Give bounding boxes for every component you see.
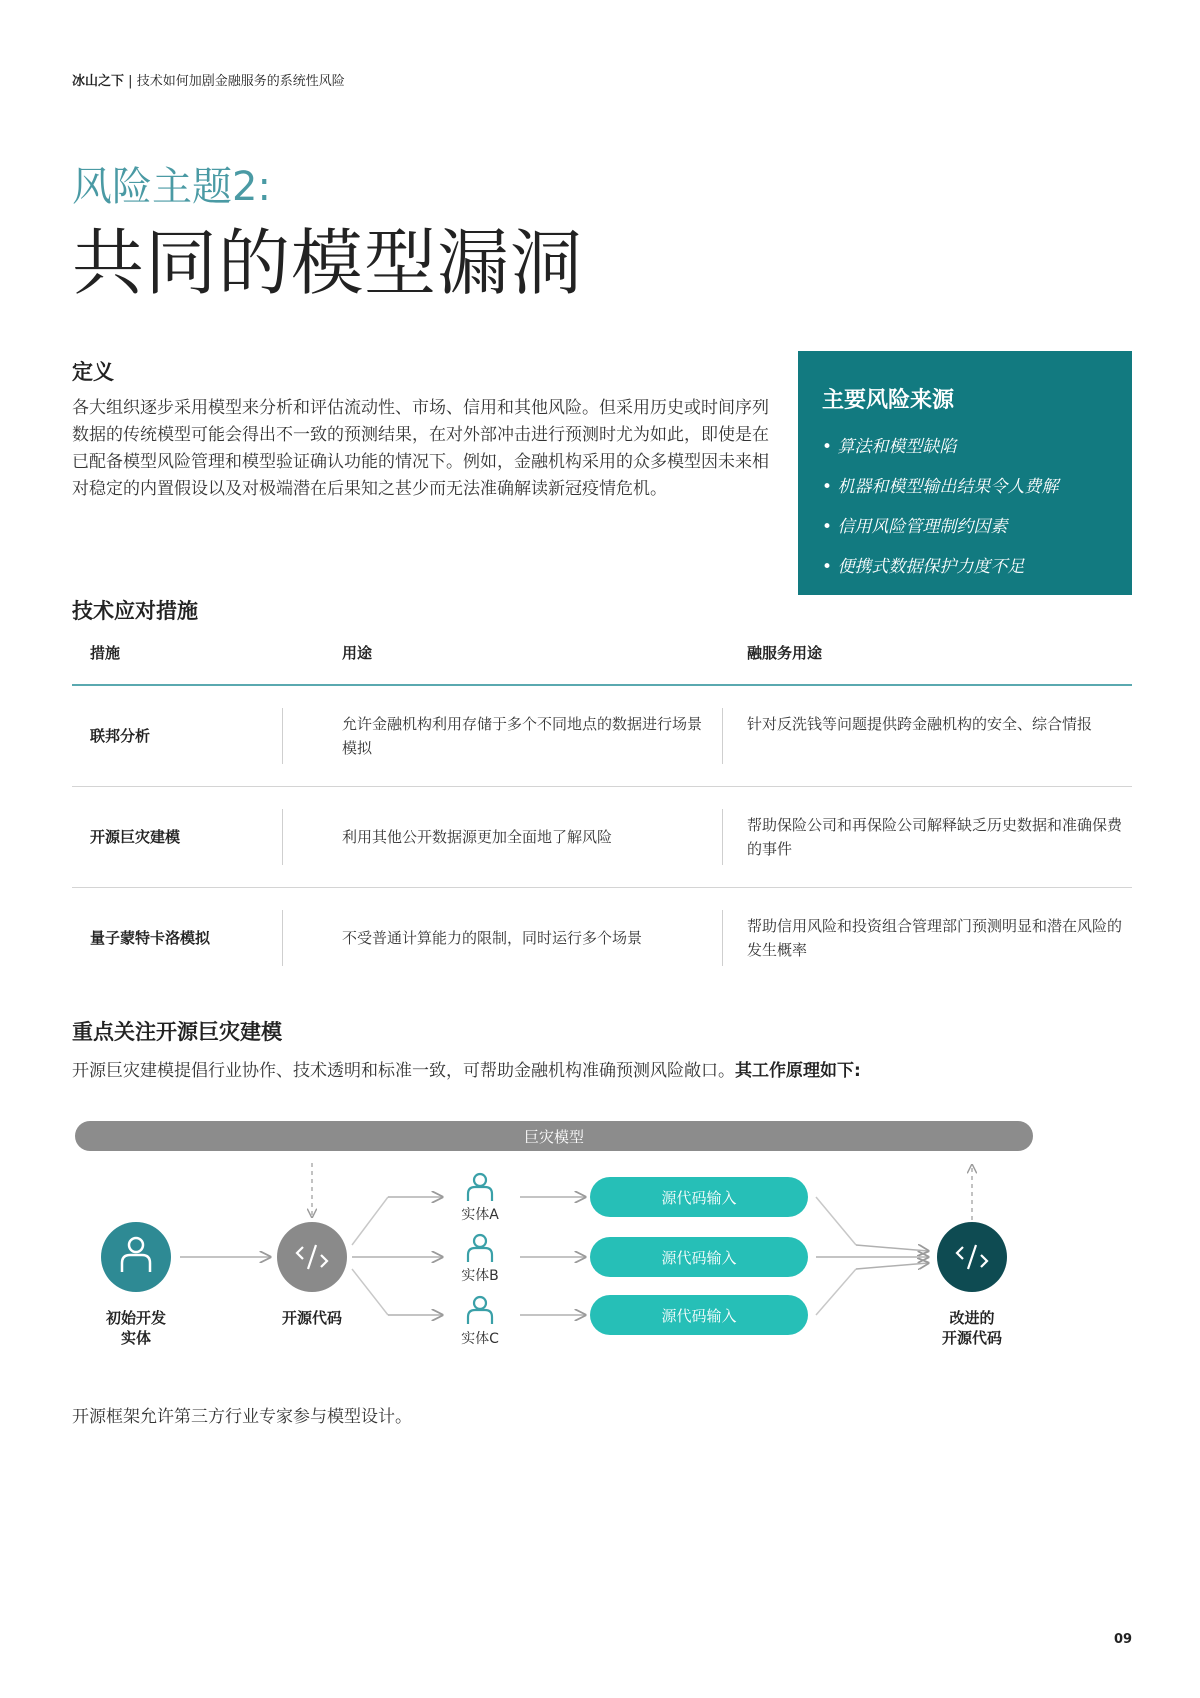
connector [816,1269,856,1315]
breadcrumb-separator: | [128,74,133,89]
person-icon [468,1297,492,1324]
entity-c-label: 实体C [461,1331,499,1347]
row-purpose: 利用其他公开数据源更加全面地了解风险 [342,828,613,846]
focus-body-text: 开源巨灾建模提倡行业协作、技术透明和标准一致，可帮助金融机构准确预测风险敞口。 [72,1061,735,1081]
column-divider [282,910,283,966]
improved-label-1: 改进的 [949,1309,995,1327]
row-measure: 量子蒙特卡洛模拟 [90,929,211,947]
row-use: 针对反洗钱等问题提供跨金融机构的安全、综合情报 [747,715,1093,733]
footer-note: 开源框架允许第三方行业专家参与模型设计。 [72,1407,412,1427]
breadcrumb-sub: 技术如何加剧金融服务的系统性风险 [136,74,345,89]
column-divider [282,708,283,764]
column-divider [722,809,723,865]
table-row [72,888,1132,988]
entity-a-label: 实体A [461,1207,499,1223]
source-code-input-label: 源代码输入 [661,1249,737,1267]
column-divider [722,708,723,764]
row-purpose: 不受普通计算能力的限制，同时运行多个场景 [342,929,643,947]
focus-body-bold: 其工作原理如下: [735,1061,861,1081]
source-code-input-label: 源代码输入 [661,1189,737,1207]
risk-sources-box [798,351,1132,595]
open-source-label: 开源代码 [281,1309,343,1327]
definition-body: 各大组织逐步采用模型来分析和评估流动性、市场、信用和其他风险。但采用历史或时间序列数据的传统模型可能会得出不一致的预测结果，在对外部冲击进行预测时尤为如此，即使是在已配备模型风险管理和模型验证确认功能的情况下。例如，金融机构采用的众多模型因未来相对稳定的内置假设以及对极端潜在后果知之甚少而无法准确解读新冠疫情危机。 [72,398,769,499]
connector [816,1197,856,1245]
entity-b-label: 实体B [461,1268,499,1284]
table-header [72,636,1132,686]
arrow [856,1263,928,1269]
row-measure: 开源巨灾建模 [90,828,181,846]
column-divider [722,910,723,966]
catastrophe-model-label: 巨灾模型 [523,1128,585,1146]
definition-heading: 定义 [72,360,114,384]
risk-source-item: • 机器和模型输出结果令人费解 [822,467,1058,507]
person-icon [468,1174,492,1201]
row-purpose: 允许金融机构利用存储于多个不同地点的数据进行场景模拟 [342,715,703,757]
connector [352,1269,388,1315]
breadcrumb [72,70,345,89]
focus-body [72,1056,861,1081]
risk-sources-title: 主要风险来源 [822,388,955,413]
column-divider [282,809,283,865]
risk-sources-list [822,427,1058,587]
initial-entity-label-1: 初始开发 [105,1309,167,1327]
table-row [72,686,1132,787]
table-row [72,787,1132,888]
column-header-measure: 措施 [90,644,121,662]
theme-subtitle: 风险主题2: [72,164,271,210]
process-diagram-svg [70,1115,1050,1365]
arrow [856,1245,928,1251]
column-header-use: 融服务用途 [747,644,823,662]
row-use: 帮助信用风险和投资组合管理部门预测明显和潜在风险的发生概率 [747,917,1123,959]
focus-heading: 重点关注开源巨灾建模 [72,1020,282,1044]
initial-entity-label-2: 实体 [120,1329,152,1347]
measures-heading: 技术应对措施 [72,599,198,623]
improved-label-2: 开源代码 [941,1329,1003,1347]
risk-source-item: • 算法和模型缺陷 [822,427,1058,467]
risk-source-item: • 便携式数据保护力度不足 [822,547,1058,587]
connector [352,1197,388,1245]
breadcrumb-main: 冰山之下 [72,74,125,89]
measures-table [72,636,1132,988]
row-measure: 联邦分析 [90,727,151,745]
process-diagram [70,1115,1050,1365]
column-header-purpose: 用途 [342,644,373,662]
page-number: 09 [1114,1632,1133,1647]
person-icon [468,1235,492,1262]
risk-source-item: • 信用风险管理制约因素 [822,507,1058,547]
source-code-input-label: 源代码输入 [661,1307,737,1325]
initial-entity-node [101,1222,171,1292]
page-title: 共同的模型漏洞 [72,221,584,305]
row-use: 帮助保险公司和再保险公司解释缺乏历史数据和准确保费的事件 [747,816,1123,858]
